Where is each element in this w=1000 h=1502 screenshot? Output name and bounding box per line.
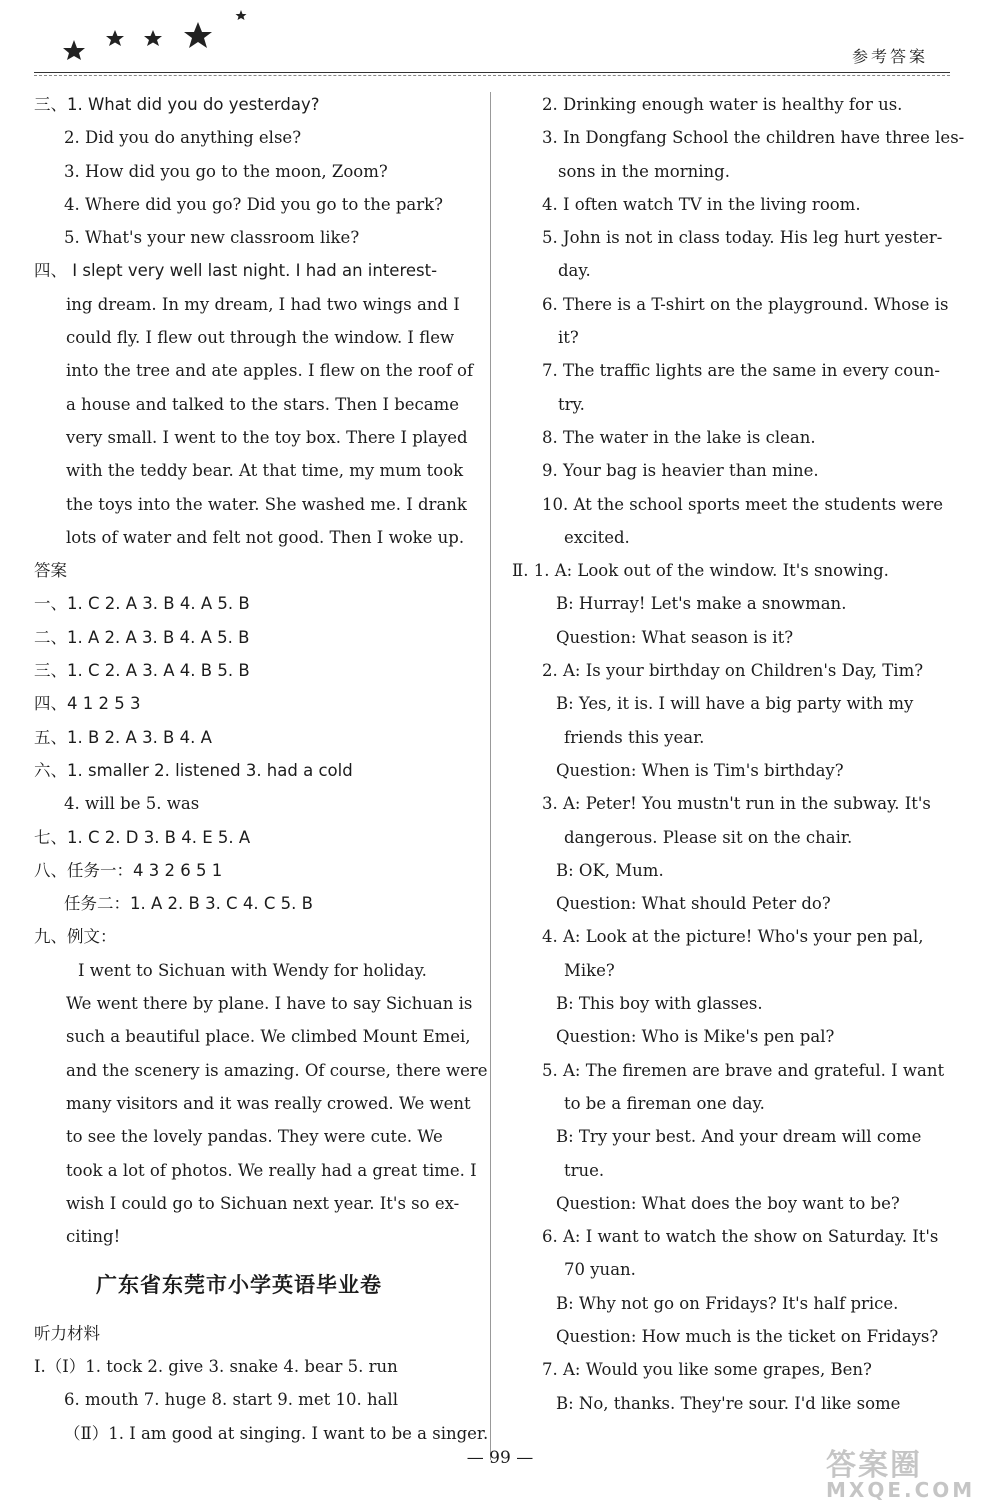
text-line: （Ⅱ）1. I am good at singing. I want to be a singer.: [64, 1423, 489, 1443]
text-line: 4. I often watch TV in the living room.: [542, 194, 861, 214]
text-line: 二、1. A 2. A 3. B 4. A 5. B: [34, 627, 250, 647]
text-line: 8. The water in the lake is clean.: [542, 427, 816, 447]
text-line: 6. mouth 7. huge 8. start 9. met 10. hall: [64, 1390, 398, 1410]
text-line: 3. A: Peter! You mustn't run in the subway. It's: [542, 794, 931, 814]
text-line: B: Hurray! Let's make a snowman.: [556, 594, 847, 614]
watermark-top: 答案圈: [826, 1448, 922, 1483]
text-line: lots of water and felt not good. Then I woke up.: [66, 527, 465, 547]
text-line: into the tree and ate apples. I flew on the roof of: [66, 361, 474, 381]
text-line: try.: [558, 394, 585, 414]
text-line: Question: What does the boy want to be?: [556, 1193, 900, 1213]
left-column-lines: [34, 88, 488, 1253]
text-line: 三、1. C 2. A 3. A 4. B 5. B: [34, 661, 250, 681]
text-line: Ⅰ.（Ⅰ）1. tock 2. give 3. snake 4. bear 5. run: [34, 1356, 398, 1376]
text-line: Ⅱ. 1. A: Look out of the window. It's snowing.: [512, 561, 889, 581]
text-line: to be a fireman one day.: [564, 1093, 765, 1113]
text-line: took a lot of photos. We really had a great time. I: [66, 1160, 477, 1180]
text-line: 四、4 1 2 5 3: [34, 694, 141, 714]
text-line: Question: Who is Mike's pen pal?: [556, 1027, 835, 1047]
left-column: [34, 88, 489, 1450]
text-line: Question: What season is it?: [556, 627, 794, 647]
text-line: 八、任务一：4 3 2 6 5 1: [34, 860, 223, 880]
text-line: Question: How much is the ticket on Fridays?: [556, 1326, 939, 1346]
page-header-title: 参考答案: [851, 47, 928, 66]
text-line: 5. What's your new classroom like?: [64, 228, 360, 248]
text-line: such a beautiful place. We climbed Mount Emei,: [66, 1027, 471, 1047]
text-line: I went to Sichuan with Wendy for holiday.: [78, 960, 427, 980]
text-line: Question: When is Tim's birthday?: [556, 760, 844, 780]
text-line: sons in the morning.: [558, 161, 730, 181]
watermark-bottom: MXQE.COM: [826, 1478, 976, 1502]
text-line: a house and talked to the stars. Then I became: [66, 394, 460, 414]
text-line: 4. will be 5. was: [64, 794, 200, 814]
listening-material: [34, 1317, 489, 1450]
column-divider: [490, 92, 491, 1460]
text-line: 7. The traffic lights are the same in every coun-: [542, 361, 940, 381]
text-line: 4. Where did you go? Did you go to the park?: [64, 194, 443, 214]
right-column-lines: [512, 88, 965, 1420]
text-line: and the scenery is amazing. Of course, there were: [66, 1060, 488, 1080]
text-line: 七、1. C 2. D 3. B 4. E 5. A: [34, 827, 251, 847]
text-line: 五、1. B 2. A 3. B 4. A: [34, 727, 212, 747]
text-line: 4. A: Look at the picture! Who's your pen pal,: [542, 927, 924, 947]
text-line: 听力材料: [34, 1323, 100, 1343]
text-line: 2. A: Is your birthday on Children's Day, Tim?: [542, 661, 924, 681]
text-line: dangerous. Please sit on the chair.: [564, 827, 853, 847]
text-line: B: Try your best. And your dream will come: [556, 1127, 922, 1147]
text-line: 答案: [34, 561, 67, 581]
text-line: ing dream. In my dream, I had two wings and I: [66, 294, 460, 314]
text-line: We went there by plane. I have to say Sichuan is: [66, 994, 473, 1014]
text-line: 6. A: I want to watch the show on Saturday. It's: [542, 1227, 939, 1247]
decorative-stars-icon: [60, 10, 260, 60]
text-line: 3. How did you go to the moon, Zoom?: [64, 161, 388, 181]
text-line: very small. I went to the toy box. There I played: [66, 427, 468, 447]
text-line: day.: [558, 261, 591, 281]
text-line: friends this year.: [564, 727, 705, 747]
text-line: with the teddy bear. At that time, my mum took: [66, 461, 464, 481]
text-line: 5. John is not in class today. His leg hurt yester-: [542, 228, 943, 248]
text-line: 2. Drinking enough water is healthy for us.: [542, 95, 903, 114]
watermark-logo: [826, 1440, 986, 1502]
text-line: 六、1. smaller 2. listened 3. had a cold: [34, 760, 353, 780]
text-line: 一、1. C 2. A 3. B 4. A 5. B: [34, 594, 250, 614]
text-line: wish I could go to Sichuan next year. It's so ex-: [66, 1193, 460, 1213]
text-line: the toys into the water. She washed me. I drank: [66, 494, 467, 514]
header-divider-dashed: [34, 75, 950, 76]
text-line: B: This boy with glasses.: [556, 994, 763, 1014]
text-line: B: Why not go on Fridays? It's half price.: [556, 1293, 899, 1313]
text-line: 5. A: The firemen are brave and grateful. I want: [542, 1060, 945, 1080]
text-line: 3. In Dongfang School the children have three les-: [542, 128, 965, 148]
text-line: 70 yuan.: [564, 1260, 636, 1280]
text-line: 三、1. What did you do yesterday?: [34, 95, 320, 114]
section-title: 广东省东莞市小学英语毕业卷: [96, 1273, 382, 1298]
text-line: 10. At the school sports meet the students were: [542, 494, 944, 514]
text-line: to see the lovely pandas. They were cute. We: [66, 1127, 443, 1147]
text-line: true.: [564, 1160, 605, 1180]
text-line: 九、例文：: [34, 927, 117, 947]
page-header: [0, 0, 1000, 80]
text-line: 任务二：1. A 2. B 3. C 4. C 5. B: [64, 894, 313, 914]
text-line: 7. A: Would you like some grapes, Ben?: [542, 1360, 872, 1380]
text-line: 2. Did you do anything else?: [64, 128, 302, 148]
text-line: citing!: [66, 1227, 121, 1247]
text-line: 四、 I slept very well last night. I had an interest-: [34, 261, 438, 281]
text-line: it?: [558, 328, 579, 348]
page-number: — 99 —: [466, 1448, 534, 1468]
text-line: many visitors and it was really crowed. We went: [66, 1093, 471, 1113]
text-line: 6. There is a T-shirt on the playground. Whose is: [542, 294, 949, 314]
text-line: excited.: [564, 527, 630, 547]
text-line: Question: What should Peter do?: [556, 894, 831, 914]
text-line: Mike?: [564, 960, 615, 980]
header-divider: [34, 72, 950, 73]
right-column: [512, 88, 965, 1420]
text-line: could fly. I flew out through the window. I flew: [66, 328, 455, 348]
text-line: B: No, thanks. They're sour. I'd like some: [556, 1393, 901, 1413]
text-line: B: Yes, it is. I will have a big party with my: [556, 694, 914, 714]
text-line: 9. Your bag is heavier than mine.: [542, 461, 819, 481]
text-line: B: OK, Mum.: [556, 860, 664, 880]
